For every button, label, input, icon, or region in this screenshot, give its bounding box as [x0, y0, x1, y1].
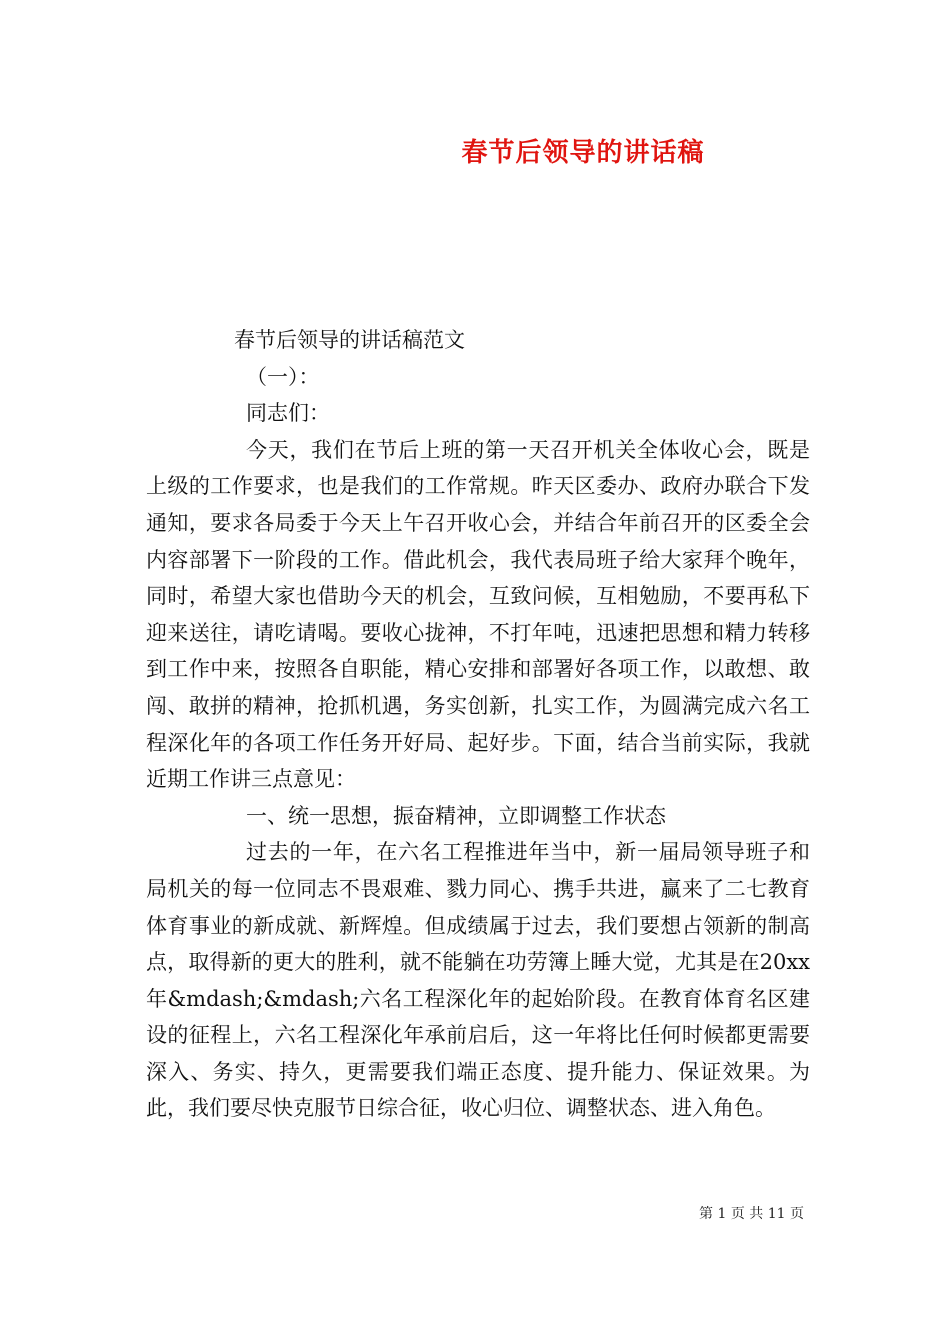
paragraph-1: 今天，我们在节后上班的第一天召开机关全体收心会，既是上级的工作要求，也是我们的工作常规。昨天区委办、政府办联合下发通知，要求各局委于今天上午召开收心会，并结合年前召开的区委全会内容部署下一阶段的工作。借此机会，我代表局班子给大家拜个晚年，同时，希望大家也借助今天的机会，互致问候，互相勉励，不要再私下迎来送往，请吃请喝。要收心拢神，不打年吨，迅速把思想和精力转移到工作中来，按照各自职能，精心安排和部署好各项工作，以敢想、敢闯、敢拼的精神，抢抓机遇，务实创新，扎实工作，为圆满完成六名工程深化年的各项工作任务开好局、起好步。下面，结合当前实际，我就近期工作讲三点意见：	[146, 437, 810, 792]
section-1-heading: 一、统一思想，振奋精神，立即调整工作状态	[246, 803, 666, 828]
document-body	[146, 322, 810, 1127]
document-subtitle: 春节后领导的讲话稿范文	[234, 328, 465, 352]
document-title: 春节后领导的讲话稿	[461, 138, 705, 168]
greeting: 同志们：	[246, 401, 330, 426]
page-footer: 第 1 页 共 11 页	[699, 1206, 804, 1222]
part-label: （一）：	[246, 364, 320, 389]
paragraph-2: 过去的一年，在六名工程推进年当中，新一届局领导班子和局机关的每一位同志不畏艰难、戮力同心、携手共进，赢来了二七教育体育事业的新成就、新辉煌。但成绩属于过去，我们要想占领新的制高点，取得新的更大的胜利，就不能躺在功劳簿上睡大觉，尤其是在20xx年&mdash;&mdash;六名工程深化年的起始阶段。在教育体育名区建设的征程上，六名工程深化年承前启后，这一年将比任何时候都更需要深入、务实、持久，更需要我们端正态度、提升能力、保证效果。为此，我们要尽快克服节日综合征，收心归位、调整状态、进入角色。	[146, 840, 810, 1121]
